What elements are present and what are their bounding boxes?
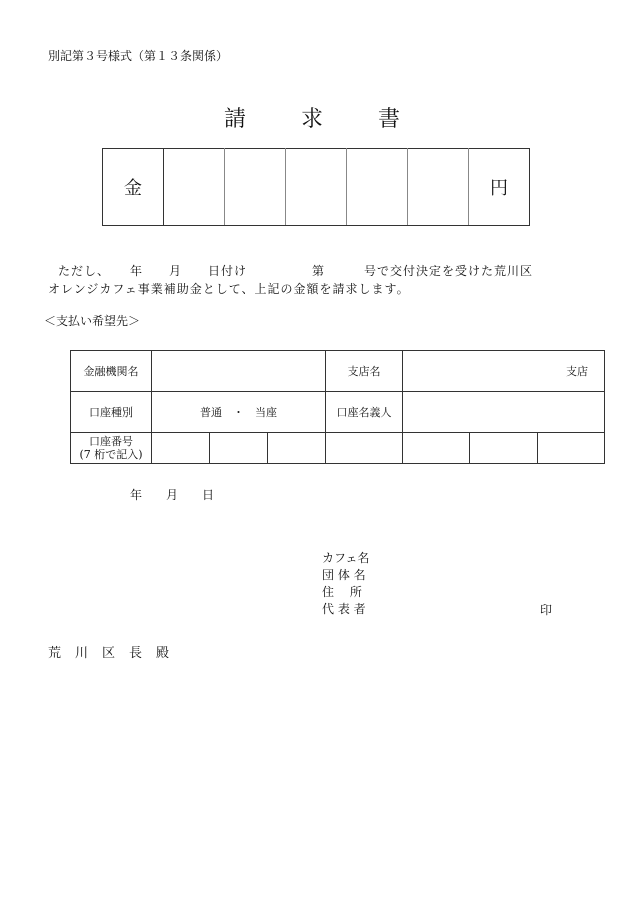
account-digit-cell[interactable] — [326, 433, 403, 464]
holder-label: 口座名義人 — [326, 392, 403, 433]
amount-suffix: 円 — [469, 149, 530, 226]
account-digit-cell[interactable] — [537, 433, 604, 464]
bank-details-table — [70, 350, 605, 464]
branch-field[interactable] — [403, 351, 605, 392]
request-statement — [48, 262, 533, 298]
account-digit-cell[interactable] — [152, 433, 210, 464]
institution-field[interactable] — [152, 351, 326, 392]
document-title: 請 求 書 — [224, 107, 424, 132]
addressee: 荒川区長殿 — [48, 646, 184, 661]
account-number-note: (7 桁で記入) — [79, 448, 143, 461]
branch-label: 支店名 — [326, 351, 403, 392]
institution-label: 金融機関名 — [71, 351, 152, 392]
amount-digit-cell[interactable] — [347, 149, 408, 226]
form-reference: 別記第３号様式（第１３条関係） — [48, 49, 229, 63]
statement-line-1: ただし、 年 月 日付け 第 号で交付決定を受けた荒川区 — [58, 264, 534, 278]
account-number-label-text: 口座番号 — [89, 435, 133, 448]
representative-label: 代 表 者 — [322, 602, 366, 616]
holder-field[interactable] — [403, 392, 605, 433]
address-label: 住 所 — [322, 585, 362, 599]
group-name-label: 団 体 名 — [322, 568, 366, 582]
statement-line-2: オレンジカフェ事業補助金として、上記の金額を請求します。 — [48, 282, 410, 296]
account-digit-cell[interactable] — [268, 433, 326, 464]
branch-suffix: 支店 — [566, 365, 588, 378]
seal-mark: 印 — [540, 603, 553, 617]
account-digit-cell[interactable] — [470, 433, 537, 464]
account-digit-cell[interactable] — [403, 433, 470, 464]
amount-digit-cell[interactable] — [164, 149, 225, 226]
account-type-options[interactable]: 普通 ・ 当座 — [152, 392, 326, 433]
amount-digit-cell[interactable] — [408, 149, 469, 226]
amount-digit-cell[interactable] — [225, 149, 286, 226]
amount-box — [102, 148, 530, 226]
account-number-label — [71, 433, 152, 464]
cafe-name-label: カフェ名 — [322, 551, 370, 565]
payment-heading: ＜支払い希望先＞ — [44, 314, 141, 328]
applicant-block — [322, 550, 382, 618]
date-line: 年 月 日 — [130, 488, 215, 502]
amount-prefix: 金 — [103, 149, 164, 226]
amount-digit-cell[interactable] — [286, 149, 347, 226]
account-type-label: 口座種別 — [71, 392, 152, 433]
account-digit-cell[interactable] — [210, 433, 268, 464]
